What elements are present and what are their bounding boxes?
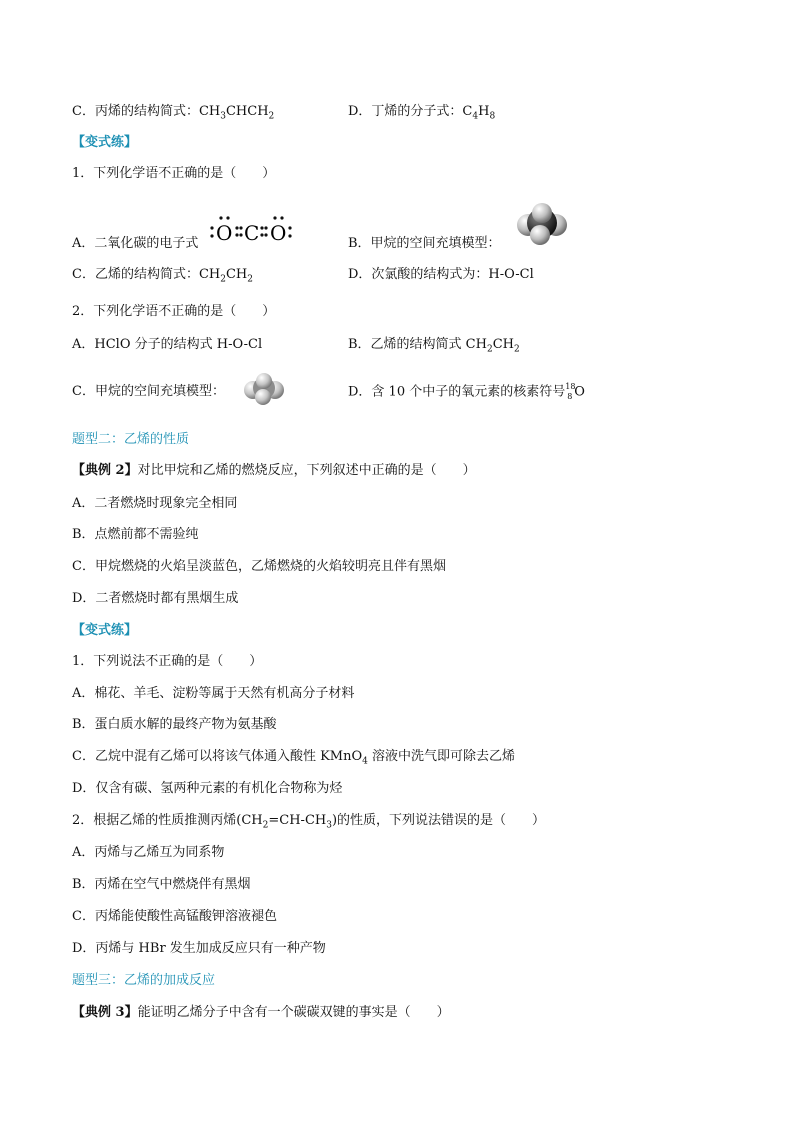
element-symbol: O xyxy=(574,384,585,400)
q-prev-option-c xyxy=(72,103,274,121)
subscript: 2 xyxy=(262,820,269,831)
v1-stem: 1．下列说法不正确的是（ ） xyxy=(72,654,263,669)
text: 溶液中洗气即可除去乙烯 xyxy=(367,749,516,764)
subscript: 2 xyxy=(268,111,275,122)
subscript: 3 xyxy=(220,111,226,122)
carbon: C xyxy=(244,221,260,245)
text: C．丙烯的结构简式：CH xyxy=(72,104,221,119)
example-text: 对比甲烷和乙烯的燃烧反应，下列叙述中正确的是（ ） xyxy=(137,463,476,478)
q1-stem: 1．下列化学语不正确的是（ ） xyxy=(72,166,276,181)
option-a-text: A．二氧化碳的电子式 xyxy=(72,236,199,251)
nuclide-notation xyxy=(565,383,574,401)
example-tag: 【典例 2】 xyxy=(72,463,138,478)
text: CHCH xyxy=(225,104,269,119)
text: C．乙烷中混有乙烯可以将该气体通入酸性 KMnO xyxy=(72,749,363,764)
subscript: 2 xyxy=(247,274,254,285)
subscript: 3 xyxy=(326,820,332,831)
v2-stem xyxy=(72,812,545,830)
text: C．乙烯的结构简式： xyxy=(72,267,199,282)
example2-stem xyxy=(72,462,476,480)
subscript: 4 xyxy=(362,756,368,767)
subscript: 8 xyxy=(489,111,496,122)
mass-number: 18 xyxy=(565,382,576,391)
subscript: 2 xyxy=(486,344,493,355)
oxygen-left: O xyxy=(216,221,233,245)
type3-title: 题型三：乙烯的加成反应 xyxy=(72,973,216,988)
text: H xyxy=(478,104,490,119)
text: D．含 10 个中子的氧元素的核素符号 xyxy=(348,384,566,400)
q2-option-b xyxy=(348,336,520,354)
q1-option-a xyxy=(72,235,198,253)
atomic-number: 8 xyxy=(567,392,573,401)
text: 2．根据乙烯的性质推测丙烯(CH xyxy=(72,813,263,828)
co2-electron-dot-diagram xyxy=(208,214,292,246)
subscript: 2 xyxy=(514,344,520,355)
text: CH xyxy=(198,267,221,282)
text: )的性质，下列说法错误的是（ ） xyxy=(331,813,546,828)
q2-stem: 2．下列化学语不正确的是（ ） xyxy=(72,304,276,319)
text: D．丁烯的分子式：C xyxy=(348,104,473,119)
example2-option-b: B．点燃前都不需验纯 xyxy=(72,527,199,542)
text: CH xyxy=(492,337,515,352)
example2-option-c: C．甲烷燃烧的火焰呈淡蓝色，乙烯燃烧的火焰较明亮且伴有黑烟 xyxy=(72,559,446,574)
v2-option-c: C．丙烯能使酸性高锰酸钾溶液褪色 xyxy=(72,909,277,924)
v2-option-b: B．丙烯在空气中燃烧伴有黑烟 xyxy=(72,877,251,892)
example3-stem xyxy=(72,1004,450,1022)
example2-option-d: D．二者燃烧时都有黑烟生成 xyxy=(72,591,239,606)
q1-option-c xyxy=(72,266,253,284)
q1-option-b: B．甲烷的空间充填模型： xyxy=(348,236,501,251)
v2-option-a: A．丙烯与乙烯互为同系物 xyxy=(72,845,225,860)
v1-option-a: A．棉花、羊毛、淀粉等属于天然有机高分子材料 xyxy=(72,686,355,701)
v1-option-c xyxy=(72,748,515,766)
subscript: 4 xyxy=(472,111,479,122)
section-label-variant: 【变式练】 xyxy=(72,135,138,150)
example2-option-a: A．二者燃烧时现象完全相同 xyxy=(72,496,238,511)
q2-option-d xyxy=(348,383,585,402)
oxygen-right: O xyxy=(270,221,287,245)
text: =CH-CH xyxy=(268,813,327,828)
example-text: 能证明乙烯分子中含有一个碳碳双键的事实是（ ） xyxy=(137,1005,450,1020)
type2-title: 题型二：乙烯的性质 xyxy=(72,432,190,447)
example-tag: 【典例 3】 xyxy=(72,1005,138,1020)
methane-space-filling-model-icon xyxy=(240,372,288,406)
text: B．乙烯的结构简式 CH xyxy=(348,337,487,352)
v1-option-b: B．蛋白质水解的最终产物为氨基酸 xyxy=(72,717,277,732)
q-prev-option-d xyxy=(348,103,495,121)
methane-space-filling-model-icon xyxy=(510,203,574,247)
q2-option-a: A．HClO 分子的结构式 H-O-Cl xyxy=(72,337,263,352)
q2-option-c: C．甲烷的空间充填模型： xyxy=(72,384,225,399)
section-label-variant: 【变式练】 xyxy=(72,623,138,638)
v2-option-d: D．丙烯与 HBr 发生加成反应只有一种产物 xyxy=(72,941,326,956)
v1-option-d: D．仅含有碳、氢两种元素的有机化合物称为烃 xyxy=(72,781,343,796)
subscript: 2 xyxy=(220,274,226,285)
text: CH xyxy=(225,267,248,282)
q1-option-d: D．次氯酸的结构式为：H-O-Cl xyxy=(348,267,534,282)
